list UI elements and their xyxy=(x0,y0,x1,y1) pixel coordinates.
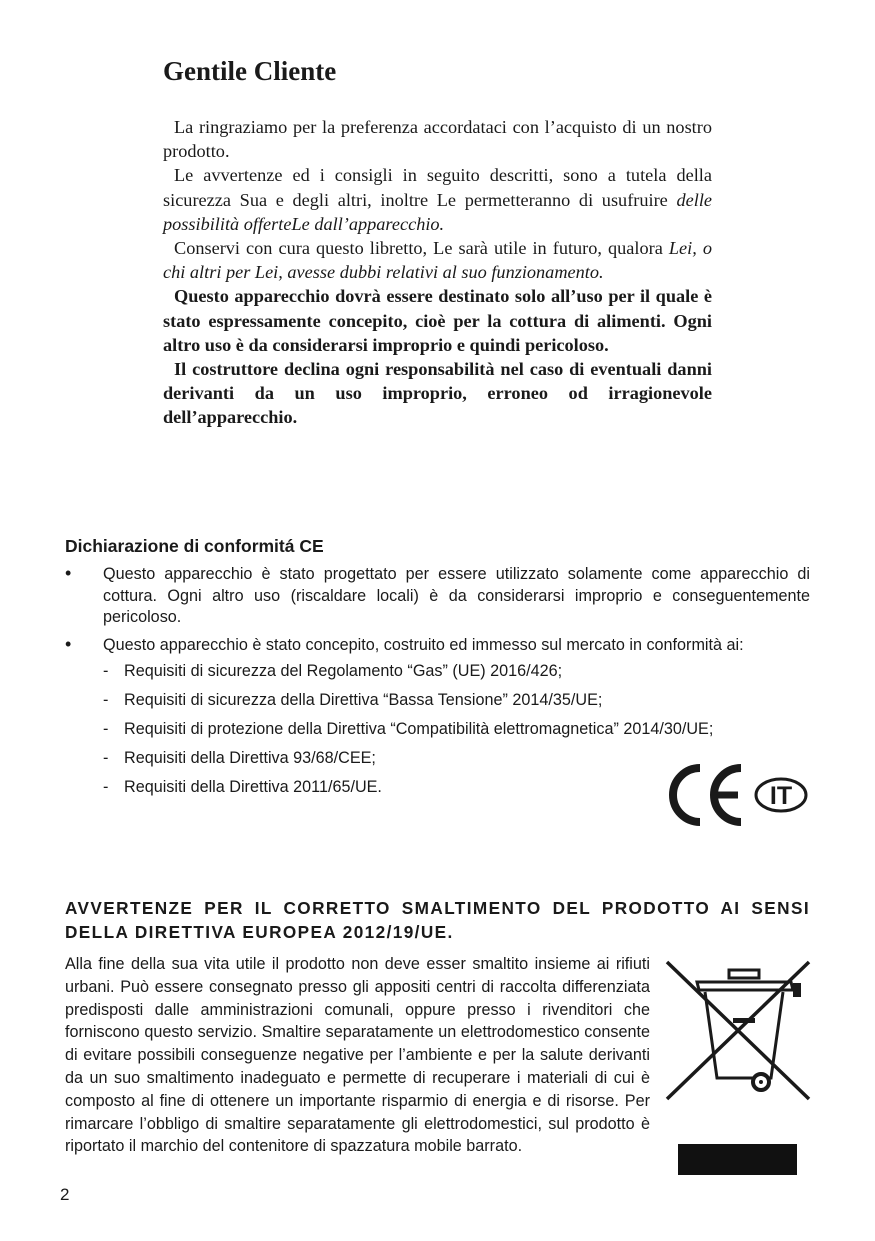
dash-icon: - xyxy=(103,662,109,681)
black-bar xyxy=(678,1144,797,1175)
intro-paragraph-2-italic: delle possibilità offerteLe dall’apparecchio. xyxy=(163,189,713,234)
intro-paragraph-2-regular: Le avvertenze ed i consigli in seguito descritti, sono a tutela della sicurezza Sua e degli altri, inoltre Le permetteranno di usufruire xyxy=(163,165,712,210)
dash-icon: - xyxy=(103,749,109,768)
intro-paragraph-3-italic: Lei, o chi altri per Lei, avesse dubbi relativi al suo funzionamento. xyxy=(163,238,712,283)
requirement-item: - Requisiti della Direttiva 2011/65/UE. xyxy=(103,777,810,799)
dash-icon: - xyxy=(103,778,109,797)
ce-bullet-text: Questo apparecchio è stato concepito, costruito ed immesso sul mercato in conformità ai: xyxy=(103,635,744,654)
intro-paragraph-3 xyxy=(163,236,712,284)
liability-disclaimer: Il costruttore declina ogni responsabilità nel caso di eventuali danni derivanti da un uso improprio, erroneo od irragionevole dell’apparecchio. xyxy=(163,359,712,428)
dash-icon: - xyxy=(103,720,109,739)
dash-icon: - xyxy=(103,691,109,710)
bullet-icon: • xyxy=(65,633,72,654)
ce-bullet-item xyxy=(65,564,810,629)
bullet-icon: • xyxy=(65,563,72,583)
ce-mark-icon xyxy=(660,762,810,828)
weee-heading: AVVERTENZE PER IL CORRETTO SMALTIMENTO DEL PRODOTTO AI SENSI DELLA DIRETTIVA EUROPEA 2012/19/UE. xyxy=(65,898,810,942)
intro-paragraph-3-regular: Conservi con cura questo libretto, Le sarà utile in futuro, qualora xyxy=(174,238,663,259)
requirement-item: - Requisiti di sicurezza della Direttiva “Bassa Tensione” 2014/35/UE; xyxy=(103,690,810,712)
page-title: Gentile Cliente xyxy=(163,56,337,86)
ce-declaration-heading: Dichiarazione di conformitá CE xyxy=(65,536,324,556)
intro-paragraph-1: La ringraziamo per la preferenza accordataci con l’acquisto di un nostro prodotto. xyxy=(163,117,712,162)
weee-text: Alla fine della sua vita utile il prodotto non deve esser smaltito insieme ai rifiuti urbani. Può essere consegnato presso gli appositi centri di raccolta differenziata predisposti dalle amministrazioni comunali, oppure presso i rivenditori che forniscono questo servizio. Smaltire separatamente un elettrodomestico consente di evitare possibili conseguenze negative per l’ambiente e per la salute derivanti da un suo smaltimento inadeguato e permette di recuperare i materiali di cui è composto al fine di ottenere un importante risparmio di energia e di risorse. Per rimarcare l’obbligo di smaltire separatamente gli elettrodomestici, sul prodotto è riportato il marchio del contenitore di spazzatura mobile barrato. xyxy=(65,955,650,1156)
intro-text xyxy=(163,115,712,430)
ce-c-letter-icon xyxy=(673,768,700,822)
country-code: IT xyxy=(769,782,793,810)
requirement-item: - Requisiti della Direttiva 93/68/CEE; xyxy=(103,748,810,770)
page-number: 2 xyxy=(60,1185,70,1204)
crossed-out-bin-icon xyxy=(663,958,813,1103)
intended-use-warning: Questo apparecchio dovrà essere destinato solo all’uso per il quale è stato espressamente concepito, cioè per la cottura di alimenti. Ogni altro uso è da considerarsi improprio e quindi pericoloso. xyxy=(163,286,712,355)
requirement-item: - Requisiti di sicurezza del Regolamento “Gas” (UE) 2016/426; xyxy=(103,661,810,683)
intro-paragraph-2 xyxy=(163,163,712,236)
requirement-item: - Requisiti di protezione della Direttiva “Compatibilità elettromagnetica” 2014/30/UE; xyxy=(103,719,810,741)
ce-bullet-text: Questo apparecchio è stato progettato per essere utilizzato solamente come apparecchio di cottura. Ogni altro uso (riscaldare locali) è da considerarsi improprio e conseguentemente pericoloso. xyxy=(103,565,810,627)
